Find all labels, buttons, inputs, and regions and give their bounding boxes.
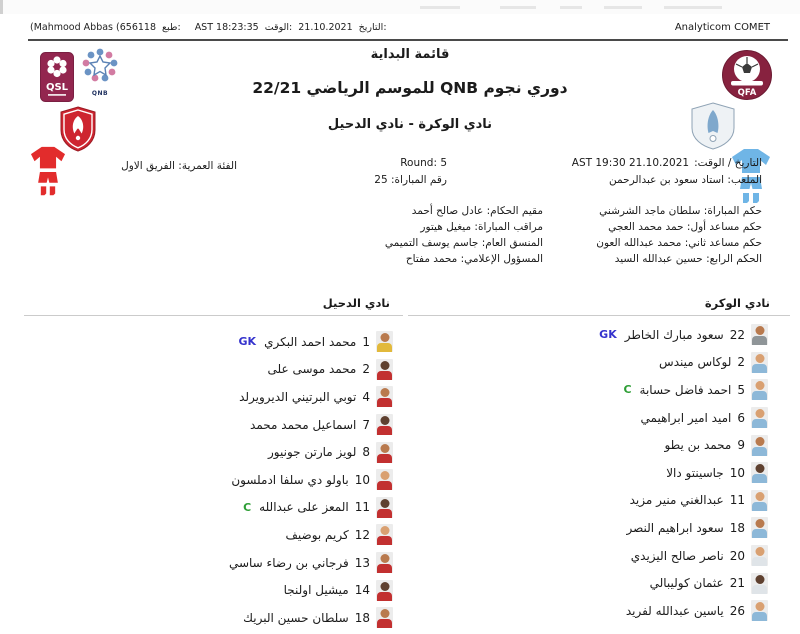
player-photo-jersey xyxy=(377,536,392,545)
player-photo-head xyxy=(380,609,389,618)
player-row xyxy=(24,383,403,411)
player-number: 10 xyxy=(354,472,370,487)
player-photo-head xyxy=(755,354,764,363)
player-photo-jersey xyxy=(752,336,767,345)
player-photo-head xyxy=(380,471,389,480)
player-name: سعود مبارك الخاطر xyxy=(624,327,724,342)
goalkeeper-badge: GK xyxy=(238,335,257,349)
player-row xyxy=(408,431,790,459)
player-number: 7 xyxy=(362,417,370,432)
player-photo-head xyxy=(755,519,764,528)
player-photo xyxy=(376,331,393,352)
player-photo xyxy=(751,517,768,538)
player-row xyxy=(408,321,790,349)
player-name: احمد فاضل حسابة xyxy=(639,382,732,397)
qnb-stars-league-logo xyxy=(78,46,122,97)
player-number: 9 xyxy=(737,438,745,453)
player-number: 2 xyxy=(362,362,370,377)
player-name: اميد امير ابراهيمي xyxy=(640,410,732,425)
player-photo-head xyxy=(380,582,389,591)
goalkeeper-badge: GK xyxy=(599,328,617,342)
match-datetime-venue xyxy=(572,155,762,189)
player-row xyxy=(408,514,790,542)
player-photo xyxy=(376,414,393,435)
player-row xyxy=(408,597,790,625)
print-info xyxy=(30,22,387,33)
player-row xyxy=(24,356,403,384)
player-row xyxy=(408,459,790,487)
player-photo-head xyxy=(755,602,764,611)
round-label: Round: 5 xyxy=(400,157,447,169)
datetime-label: التاريخ / الوقت: xyxy=(694,157,762,169)
player-photo-head xyxy=(755,464,764,473)
player-number: 5 xyxy=(737,382,745,397)
player-name: ميشيل اولنجا xyxy=(283,583,349,598)
player-name: سلطان حسين البريك xyxy=(243,610,349,625)
player-photo xyxy=(376,442,393,463)
player-name: اسماعيل محمد محمد xyxy=(250,417,357,432)
player-row xyxy=(24,494,403,522)
fixture-title: نادي الوكرة - نادي الدحيل xyxy=(327,117,493,132)
al-wakrah-crest xyxy=(690,102,736,154)
qsl-logo-text: QSL xyxy=(45,82,69,93)
player-photo-jersey xyxy=(377,592,392,601)
player-photo xyxy=(376,552,393,573)
team-away-player-list xyxy=(24,328,403,632)
player-name: محمد بن يطو xyxy=(664,438,732,453)
player-photo xyxy=(751,490,768,511)
player-photo xyxy=(751,573,768,594)
player-photo-jersey xyxy=(752,502,767,511)
print-info-bar xyxy=(30,22,770,33)
divider xyxy=(408,315,790,316)
player-name: كريم بوضيف xyxy=(285,527,349,542)
printed-by-label: طبع: xyxy=(162,22,181,33)
player-photo-jersey xyxy=(377,343,392,352)
player-number: 26 xyxy=(729,603,745,618)
player-row xyxy=(24,521,403,549)
player-number: 11 xyxy=(729,493,745,508)
player-photo xyxy=(751,407,768,428)
printed-by: (Mahmood Abbas (656118 xyxy=(30,22,156,33)
team-away-name: نادي الدحيل xyxy=(322,296,390,310)
team-home-name: نادي الوكرة xyxy=(704,296,770,310)
app-title: Analyticom COMET xyxy=(674,22,770,33)
player-photo-head xyxy=(380,554,389,563)
player-number: 14 xyxy=(354,583,370,598)
captain-badge: C xyxy=(623,383,632,397)
player-photo-jersey xyxy=(752,447,767,456)
player-photo-head xyxy=(755,437,764,446)
player-photo-head xyxy=(380,526,389,535)
player-row xyxy=(408,569,790,597)
player-number: 22 xyxy=(729,327,745,342)
player-number: 12 xyxy=(354,527,370,542)
player-number: 21 xyxy=(729,576,745,591)
player-row xyxy=(24,604,403,632)
player-photo xyxy=(376,580,393,601)
player-name: سعود ابراهيم النصر xyxy=(626,520,724,535)
player-number: 20 xyxy=(729,548,745,563)
player-name: محمد احمد البكري xyxy=(264,334,357,349)
player-photo xyxy=(751,435,768,456)
player-photo xyxy=(376,359,393,380)
scan-artifact-dash xyxy=(560,6,582,9)
print-time: AST 18:23:35 xyxy=(194,22,259,33)
player-photo-jersey xyxy=(752,364,767,373)
competition-title: دوري نجوم QNB للموسم الرياضي 22/21 xyxy=(252,79,568,97)
official-line: مراقب المباراة: ميغيل هيتور xyxy=(420,221,543,233)
player-photo-head xyxy=(380,388,389,397)
player-number: 6 xyxy=(737,410,745,425)
player-name: ناصر صالح اليزيدي xyxy=(630,548,724,563)
player-name: المعز على عبدالله xyxy=(259,500,349,515)
datetime-value: AST 19:30 21.10.2021 xyxy=(571,157,690,169)
qnb-stars-league-text: QNB xyxy=(91,90,109,97)
player-name: عثمان كوليبالي xyxy=(649,576,724,591)
match-officials-referees xyxy=(596,203,762,267)
player-number: 1 xyxy=(362,334,370,349)
venue: الملعب: استاد سعود بن عبدالرحمن xyxy=(609,174,762,186)
player-name: فرجاني بن رضاء ساسي xyxy=(228,555,349,570)
player-number: 13 xyxy=(354,555,370,570)
player-row xyxy=(408,487,790,515)
al-duhail-kit-icon xyxy=(30,146,66,202)
official-line: المنسق العام: جاسم يوسف التميمي xyxy=(384,237,543,249)
qsl-logo xyxy=(40,52,74,106)
match-officials-staff xyxy=(385,203,543,267)
player-row xyxy=(408,376,790,404)
player-name: توبي البرتيني الديرويرلد xyxy=(239,389,357,404)
player-photo-jersey xyxy=(377,398,392,407)
print-date: 21.10.2021 xyxy=(298,22,353,33)
player-photo-jersey xyxy=(377,564,392,573)
divider xyxy=(24,315,403,316)
player-photo-head xyxy=(380,416,389,425)
player-row xyxy=(24,328,403,356)
scan-artifact-dash xyxy=(500,6,536,9)
scan-artifact-dash xyxy=(420,6,460,9)
scan-artifact-dash xyxy=(664,6,722,9)
player-photo xyxy=(751,600,768,621)
qfa-logo-text: QFA xyxy=(737,88,757,98)
print-date-label: التاريخ: xyxy=(358,22,387,33)
player-number: 11 xyxy=(354,500,370,515)
player-number: 18 xyxy=(354,610,370,625)
player-photo xyxy=(376,524,393,545)
player-name: عبدالغني منير مزيد xyxy=(629,493,724,508)
player-photo-jersey xyxy=(377,454,392,463)
player-name: ياسين عبدالله لفريد xyxy=(625,603,724,618)
player-photo-jersey xyxy=(752,474,767,483)
player-row xyxy=(408,404,790,432)
age-category: الفئة العمرية: الفريق الاول xyxy=(121,160,237,172)
qfa-logo xyxy=(722,49,772,105)
official-line: مقيم الحكام: عادل صالح أحمد xyxy=(411,205,543,217)
player-name: لوكاس ميندس xyxy=(659,355,732,370)
player-photo-jersey xyxy=(752,419,767,428)
player-photo xyxy=(376,386,393,407)
captain-badge: C xyxy=(243,500,252,514)
page-title: قائمة البداية xyxy=(370,47,450,62)
player-name: باولو دي سلفا ادملسون xyxy=(231,472,349,487)
player-photo-head xyxy=(755,492,764,501)
player-row xyxy=(24,411,403,439)
player-photo-jersey xyxy=(752,391,767,400)
player-photo-jersey xyxy=(752,585,767,594)
player-row xyxy=(408,542,790,570)
print-time-label: الوقت: xyxy=(264,22,293,33)
official-line: حكم مساعد ثاني: محمد عبدالله العون xyxy=(596,237,762,249)
player-photo-head xyxy=(380,361,389,370)
official-line: حكم مساعد أول: حمد محمد العجي xyxy=(608,221,762,233)
player-row xyxy=(24,576,403,604)
player-name: محمد موسى على xyxy=(267,362,357,377)
player-photo xyxy=(376,469,393,490)
divider xyxy=(28,39,788,41)
player-number: 10 xyxy=(729,465,745,480)
team-home-player-list xyxy=(408,321,790,625)
player-photo-jersey xyxy=(377,619,392,628)
player-photo-head xyxy=(755,381,764,390)
player-photo-jersey xyxy=(377,509,392,518)
match-number: رقم المباراة: 25 xyxy=(374,174,447,186)
official-line: حكم المباراة: سلطان ماجد الشرشني xyxy=(599,205,762,217)
player-photo xyxy=(751,324,768,345)
player-photo-head xyxy=(755,409,764,418)
player-photo-jersey xyxy=(752,612,767,621)
player-number: 2 xyxy=(737,355,745,370)
player-photo xyxy=(376,497,393,518)
official-line: الحكم الرابع: حسين عبدالله السيد xyxy=(614,253,762,265)
player-row xyxy=(24,438,403,466)
player-name: لويز مارتن جونيور xyxy=(267,445,357,460)
player-row xyxy=(24,549,403,577)
player-photo-jersey xyxy=(377,481,392,490)
official-line: المسؤول الإعلامي: محمد مفتاح xyxy=(405,253,543,265)
player-photo-head xyxy=(380,499,389,508)
scan-artifact-dash xyxy=(604,6,642,9)
player-photo-head xyxy=(755,326,764,335)
player-photo-head xyxy=(380,444,389,453)
player-photo-jersey xyxy=(377,426,392,435)
player-photo xyxy=(751,352,768,373)
player-photo xyxy=(751,379,768,400)
scan-artifact-edge xyxy=(0,0,3,14)
player-photo-jersey xyxy=(752,529,767,538)
player-photo xyxy=(751,462,768,483)
round-and-match-number xyxy=(374,155,447,189)
player-name: جاسينتو دالا xyxy=(666,465,724,480)
player-photo-head xyxy=(380,333,389,342)
player-number: 8 xyxy=(362,445,370,460)
player-photo xyxy=(376,607,393,628)
player-number: 18 xyxy=(729,520,745,535)
player-photo-jersey xyxy=(752,557,767,566)
team-home-column xyxy=(408,296,790,625)
player-row xyxy=(24,466,403,494)
player-photo-jersey xyxy=(377,371,392,380)
player-photo xyxy=(751,545,768,566)
player-photo-head xyxy=(755,547,764,556)
player-row xyxy=(408,349,790,377)
team-away-column xyxy=(24,296,403,632)
player-photo-head xyxy=(755,575,764,584)
player-number: 4 xyxy=(362,389,370,404)
